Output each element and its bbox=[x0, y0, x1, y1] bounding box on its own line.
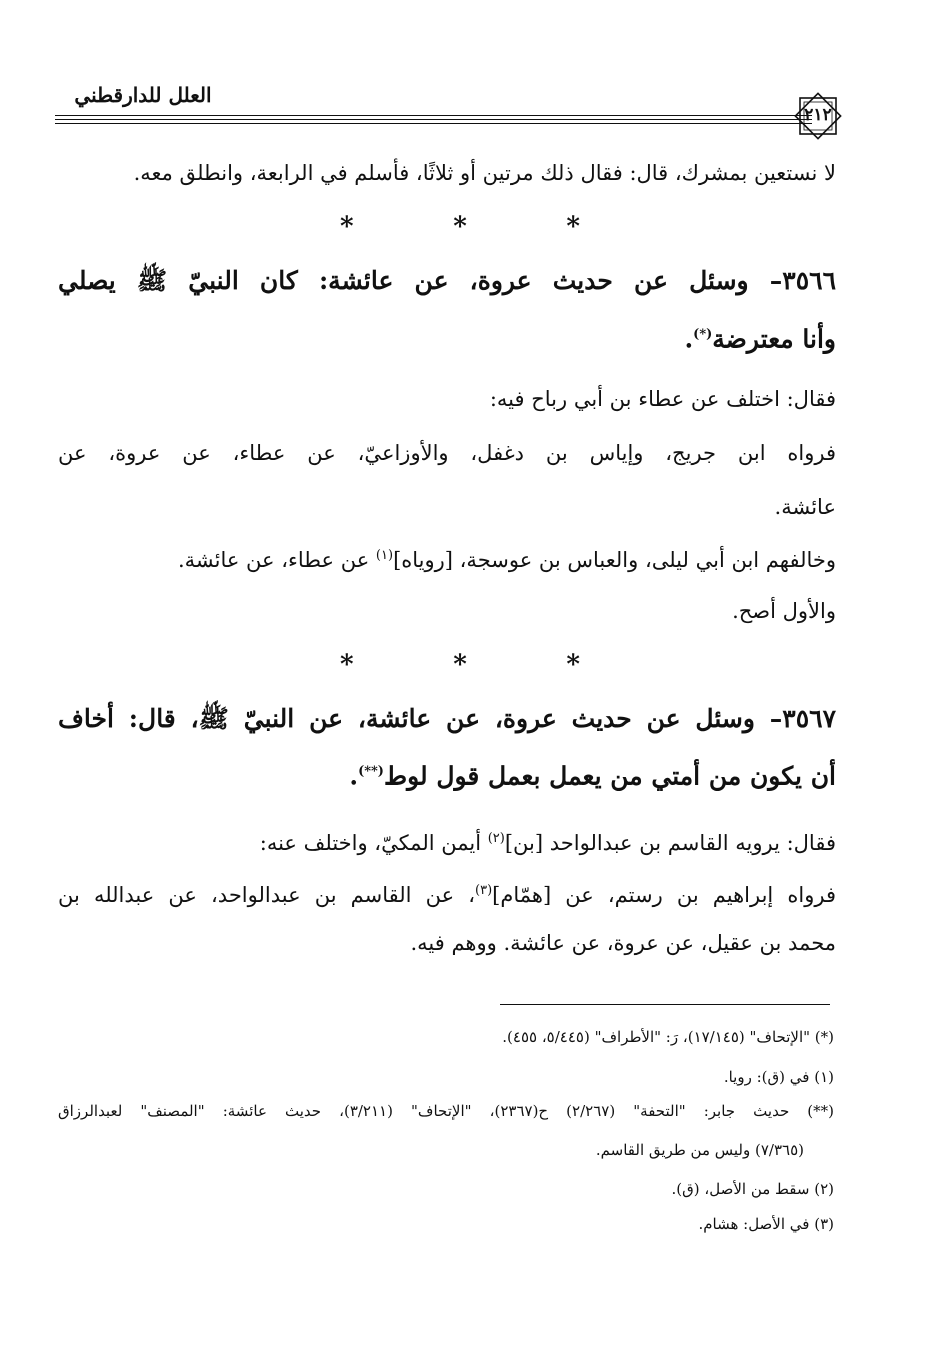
paragraph-line: عائشة. bbox=[774, 495, 836, 519]
paragraph-line: والأول أصح. bbox=[732, 599, 836, 623]
footnote-continuation: (٧/٣٦٥) وليس من طريق القاسم. bbox=[595, 1141, 804, 1159]
header-rule-top bbox=[55, 115, 812, 116]
section-separator-stars bbox=[340, 650, 580, 680]
header-rule-middle bbox=[55, 119, 812, 120]
separator-star: * bbox=[566, 212, 580, 242]
heading-text: أن يكون من أمتي من يعمل بعمل قول لوط bbox=[383, 761, 836, 791]
text-fragment: عن عطاء، عن عائشة. bbox=[177, 548, 376, 572]
section-separator-stars bbox=[340, 212, 580, 242]
separator-star: * bbox=[566, 650, 580, 680]
separator-star: * bbox=[340, 212, 354, 242]
heading-end: . bbox=[349, 761, 359, 791]
separator-star: * bbox=[453, 650, 467, 680]
footnote: (٣) في الأصل: هشام. bbox=[698, 1215, 834, 1233]
footnote-marker: (١) bbox=[375, 548, 394, 563]
text-line-continuation: لا نستعين بمشرك، قال: فقال ذلك مرتين أو ثلاثًا، فأسلم في الرابعة، وانطلق معه. bbox=[133, 161, 836, 185]
footnote: (٢) سقط من الأصل، (ق). bbox=[671, 1180, 834, 1198]
entry-heading-3566-line2 bbox=[58, 318, 836, 356]
entry-heading-3567-line1: ٣٥٦٧– وسئل عن حديث عروة، عن عائشة، عن النبيّ ﷺ، قال: أخاف bbox=[58, 704, 836, 733]
text-fragment: فقال: يرويه القاسم بن عبدالواحد [بن] bbox=[504, 831, 836, 855]
paragraph-line: فرواه ابن جريج، وإياس بن دغفل، والأوزاعيّ، عن عطاء، عن عروة، عن bbox=[58, 441, 836, 465]
paragraph-line bbox=[58, 876, 836, 910]
paragraph-line bbox=[58, 824, 836, 858]
heading-text: وأنا معترضة bbox=[712, 324, 836, 354]
running-header-title: العلل للدارقطني bbox=[74, 83, 212, 107]
footnote: (*) "الإتحاف" (١٧/١٤٥)، رَ: "الأطراف" (٥/٤٤٥، ٤٥٥). bbox=[502, 1028, 834, 1046]
footnote-marker: (*) bbox=[693, 327, 713, 342]
paragraph-line bbox=[58, 541, 836, 575]
footnote-marker: (**) bbox=[358, 764, 384, 779]
separator-star: * bbox=[453, 212, 467, 242]
separator-star: * bbox=[340, 650, 354, 680]
footnote-separator bbox=[500, 1004, 830, 1005]
text-fragment: أيمن المكيّ، واختلف عنه: bbox=[259, 831, 488, 855]
page-number: ٢١٢ bbox=[804, 105, 832, 125]
footnote: (١) في (ق): رويا. bbox=[723, 1068, 834, 1086]
footnote-marker: (٣) bbox=[475, 883, 493, 898]
paragraph-line: فقال: اختلف عن عطاء بن أبي رباح فيه: bbox=[489, 387, 836, 411]
heading-end: . bbox=[684, 324, 694, 354]
footnote: (**) حديث جابر: "التحفة" (٢/٢٦٧) ح(٢٣٦٧)، "الإتحاف" (٣/٢١١)، حديث عائشة: "المصنف" لعبدالرزاق bbox=[58, 1102, 835, 1120]
entry-heading-3566-line1: ٣٥٦٦– وسئل عن حديث عروة، عن عائشة: كان النبيّ ﷺ يصلي bbox=[58, 266, 836, 295]
header-rule-bottom bbox=[55, 123, 812, 124]
footnote-marker: (٢) bbox=[487, 831, 505, 846]
text-fragment: ، عن القاسم بن عبدالواحد، عن عبدالله بن bbox=[58, 883, 476, 907]
text-fragment: فرواه إبراهيم بن رستم، عن [همّام] bbox=[492, 883, 836, 907]
entry-heading-3567-line2 bbox=[58, 755, 836, 793]
paragraph-line: محمد بن عقيل، عن عروة، عن عائشة. ووهم فيه. bbox=[410, 931, 836, 955]
text-fragment: وخالفهم ابن أبي ليلى، والعباس بن عوسجة، [روياه] bbox=[393, 548, 836, 572]
